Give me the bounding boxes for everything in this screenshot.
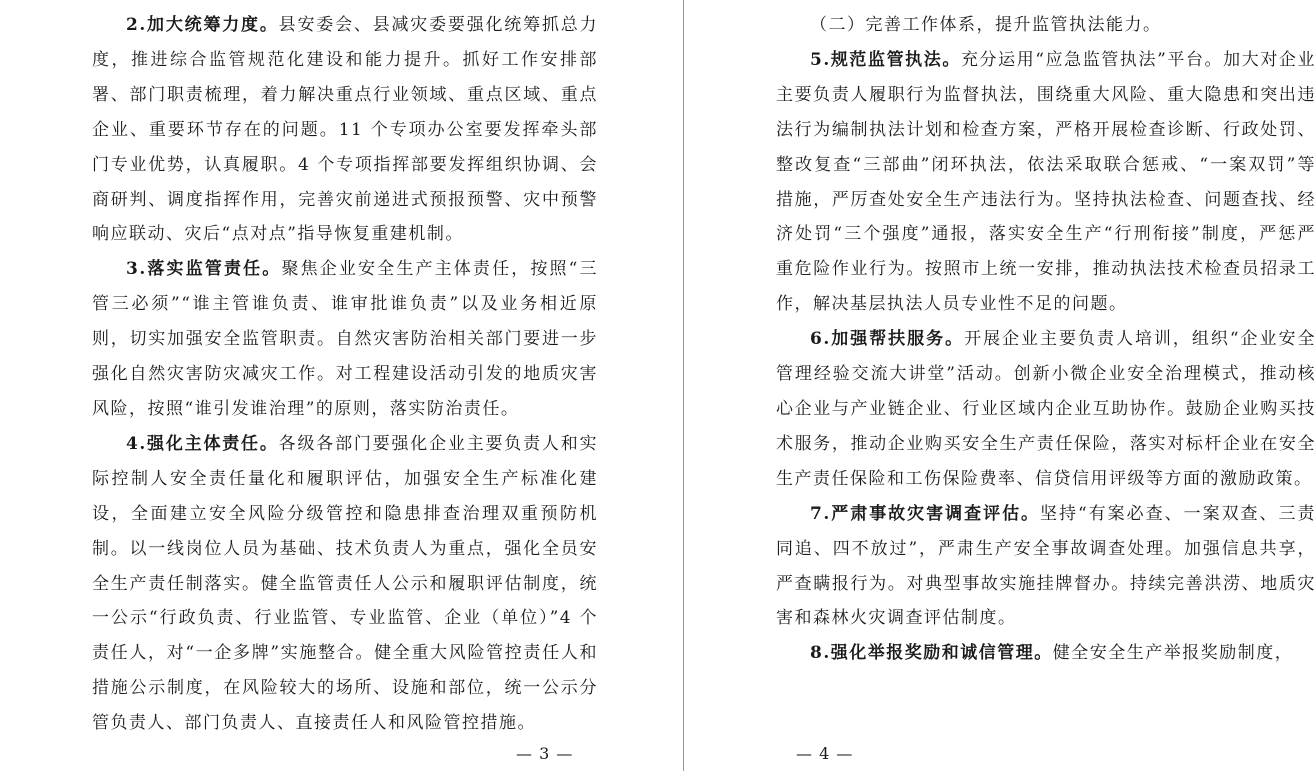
paragraph-lead: 8.强化举报奖励和诚信管理。 bbox=[810, 643, 1053, 664]
section-heading: （二）完善工作体系，提升监管执法能力。 bbox=[810, 15, 1162, 35]
paragraph-lead: 4.强化主体责任。 bbox=[126, 433, 279, 454]
document-page-4 bbox=[684, 0, 1316, 771]
page-3-body bbox=[92, 8, 598, 741]
paragraph-item-4 bbox=[92, 427, 598, 741]
page-number-3: — 3 — bbox=[516, 744, 574, 763]
paragraph-lead: 7.严肃事故灾害调查评估。 bbox=[810, 503, 1041, 524]
paragraph-body: 聚焦企业安全生产主体责任，按照“三管三必须”“谁主管谁负责、谁审批谁负责”以及业务相近原则，切实加强安全监管职责。自然灾害防治相关部门要进一步强化自然灾害防灾减灾工作。对工程建设活动引发的地质灾害风险，按照“谁引发谁治理”的原则，落实防治责任。 bbox=[92, 259, 598, 419]
paragraph-body: 健全安全生产举报奖励制度， bbox=[1052, 643, 1294, 664]
paragraph-body: 开展企业主要负责人培训，组织“企业安全管理经验交流大讲堂”活动。创新小微企业安全治理模式，推动核心企业与产业链企业、行业区域内企业互助协作。鼓励企业购买技术服务，推动企业购买安全生产责任保险，落实对标杆企业在安全生产责任保险和工伤保险费率、信贷信用评级等方面的激励政策。 bbox=[776, 329, 1316, 489]
paragraph-item-5 bbox=[776, 43, 1316, 322]
paragraph-body: 各级各部门要强化企业主要负责人和实际控制人安全责任量化和履职评估，加强安全生产标准化建设，全面建立安全风险分级管控和隐患排查治理双重预防机制。以一线岗位人员为基础、技术负责人为重点，强化全员安全生产责任制落实。健全监管责任人公示和履职评估制度，统一公示“行政负责、行业监管、专业监管、企业（单位）”4 个责任人，对“一企多牌”实施整合。健全重大风险管控责任人和措施公示制度，在风险较大的场所、设施和部位，统一公示分管负责人、部门负责人、直接责任人和风险管控措施。 bbox=[92, 433, 599, 734]
page-4-body bbox=[776, 8, 1316, 671]
page-number-4: — 4 — bbox=[796, 744, 854, 763]
paragraph-item-3 bbox=[92, 252, 598, 427]
paragraph-lead: 6.加强帮扶服务。 bbox=[810, 329, 965, 350]
paragraph-body: 县安委会、县减灾委要强化统筹抓总力度，推进综合监管规范化建设和能力提升。抓好工作安排部署、部门职责梳理，着力解决重点行业领域、重点区域、重点企业、重要环节存在的问题。11 个专项办公室要发挥牵头部门专业优势，认真履职。4 个专项指挥部要发挥组织协调、会商研判、调度指挥作用，完善灾前递进式预报预警、灾中预警响应联动、灾后“点对点”指导恢复重建机制。 bbox=[92, 15, 599, 245]
paragraph-lead: 5.规范监管执法。 bbox=[810, 49, 961, 70]
paragraph-item-7 bbox=[776, 497, 1316, 637]
paragraph-lead: 3.落实监管责任。 bbox=[126, 259, 282, 280]
paragraph-item-6 bbox=[776, 322, 1316, 497]
paragraph-lead: 2.加大统筹力度。 bbox=[126, 15, 279, 35]
paragraph-item-2 bbox=[92, 8, 598, 252]
paragraph-body: 充分运用“应急监管执法”平台。加大对企业主要负责人履职行为监督执法，围绕重大风险、重大隐患和突出违法行为编制执法计划和检查方案，严格开展检查诊断、行政处罚、整改复查“三部曲”闭环执法，依法采取联合惩戒、“一案双罚”等措施，严厉查处安全生产违法行为。坚持执法检查、问题查找、经济处罚“三个强度”通报，落实安全生产“行刑衔接”制度，严惩严重危险作业行为。按照市上统一安排，推动执法技术检查员招录工作，解决基层执法人员专业性不足的问题。 bbox=[776, 49, 1316, 315]
paragraph-item-8 bbox=[776, 636, 1316, 671]
paragraph-body: 坚持“有案必查、一案双查、三责同追、四不放过”，严肃生产安全事故调查处理。加强信息共享，严查瞒报行为。对典型事故实施挂牌督办。持续完善洪涝、地质灾害和森林火灾调查评估制度。 bbox=[776, 503, 1316, 629]
